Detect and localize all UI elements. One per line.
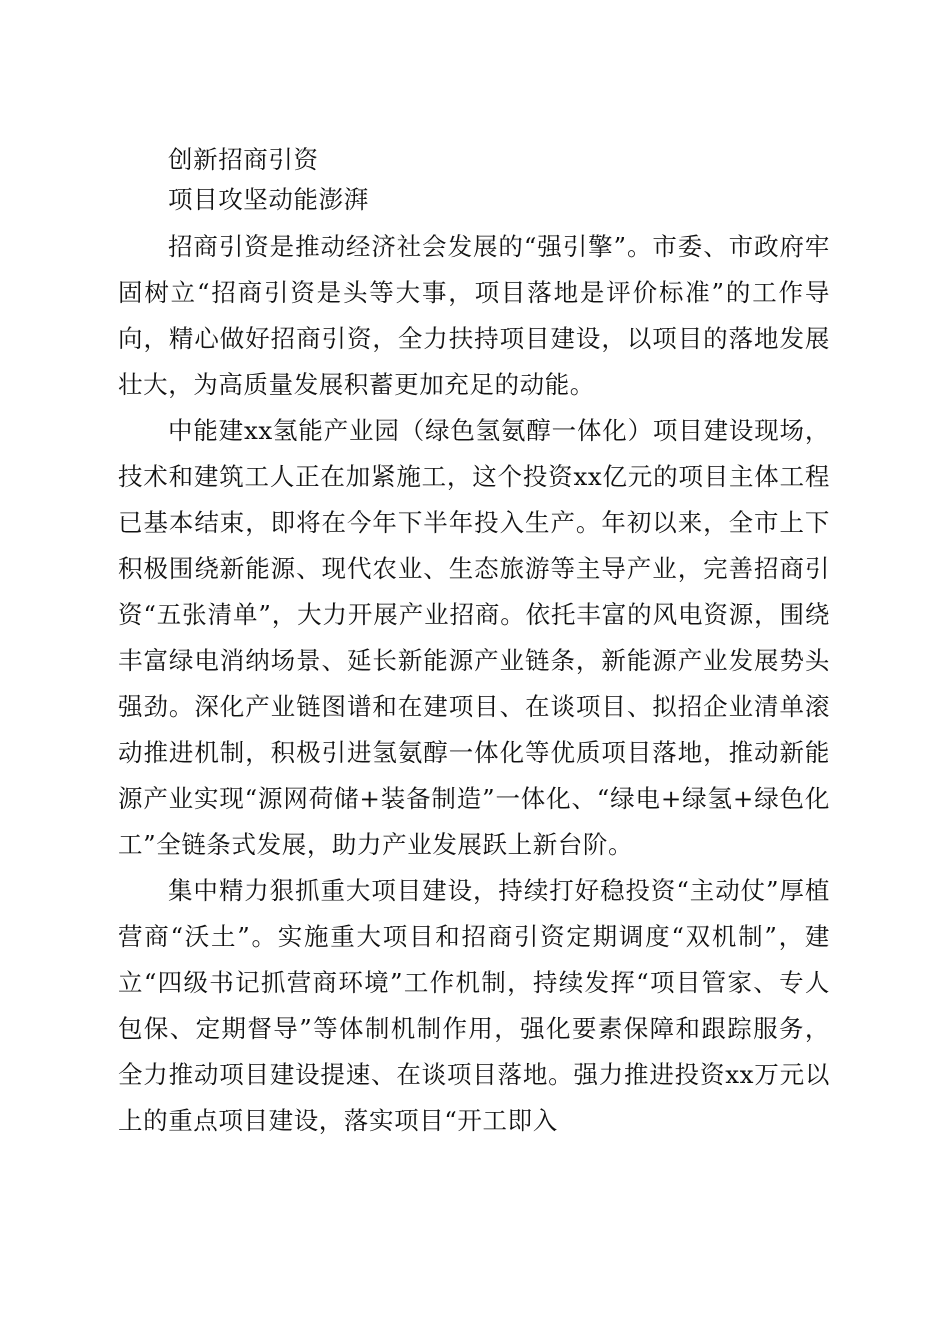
heading-primary: 创新招商引资: [168, 145, 319, 174]
document-body: [118, 140, 830, 1144]
paragraph-major-projects: 集中精力狠抓重大项目建设，持续打好稳投资“主动仗”厚植营商“沃土”。实施重大项目和招商引资定期调度“双机制”，建立“四级书记抓营商环境”工作机制，持续发挥“项目管家、专人包保、定期督导”等体制机制作用，强化要素保障和跟踪服务，全力推动项目建设提速、在谈项目落地。强力推进投资xx万元以上的重点项目建设，落实项目“开工即入: [118, 876, 830, 1135]
paragraph-hydrogen-project: 中能建xx氢能产业园（绿色氢氨醇一体化）项目建设现场，技术和建筑工人正在加紧施工，这个投资xx亿元的项目主体工程已基本结束，即将在今年下半年投入生产。年初以来，全市上下积极围绕新能源、现代农业、生态旅游等主导产业，完善招商引资“五张清单”，大力开展产业招商。依托丰富的风电资源，围绕丰富绿电消纳场景、延长新能源产业链条，新能源产业发展势头强劲。深化产业链图谱和在建项目、在谈项目、拟招企业清单滚动推进机制，积极引进氢氨醇一体化等优质项目落地，推动新能源产业实现“源网荷储+装备制造”一体化、“绿电+绿氢+绿色化工”全链条式发展，助力产业发展跃上新台阶。: [118, 416, 830, 859]
paragraph-intro: 招商引资是推动经济社会发展的“强引擎”。市委、市政府牢固树立“招商引资是头等大事，项目落地是评价标准”的工作导向，精心做好招商引资，全力扶持项目建设，以项目的落地发展壮大，为高质量发展积蓄更加充足的动能。: [118, 232, 830, 399]
heading-secondary: 项目攻坚动能澎湃: [168, 185, 369, 214]
